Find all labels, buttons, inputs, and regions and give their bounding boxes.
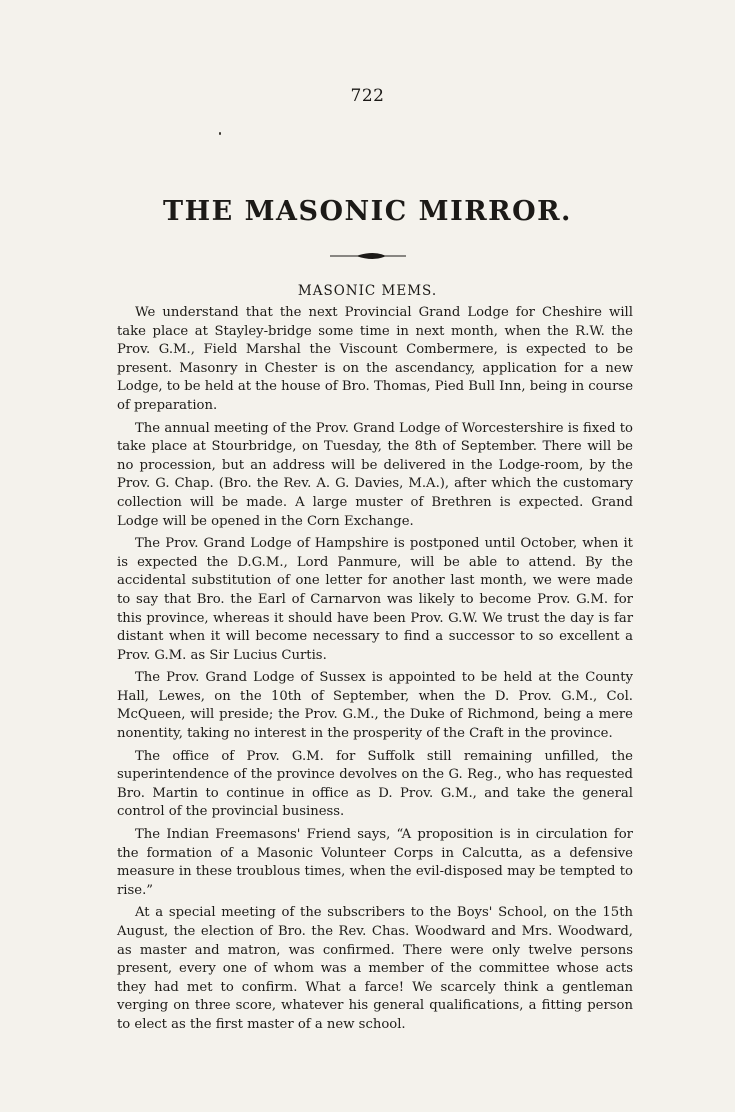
paragraph-suffolk: The office of Prov. G.M. for Suffolk still remaining unfilled, the superintendence of the province devolves on the G. Reg., who has requested Bro. Martin to continue in office as D. Prov. G.M., and take the general control of the provincial business. — [117, 748, 633, 820]
page-title: THE MASONIC MIRROR. — [163, 196, 572, 227]
article-body — [117, 304, 633, 1039]
paragraph-worcestershire: The annual meeting of the Prov. Grand Lodge of Worcestershire is fixed to take place at Stourbridge, on Tuesday, the 8th of September. There will be no procession, but an address will be delivered in the Lodge-room, by the Prov. G. Chap. (Bro. the Rev. A. G. Davies, M.A.), after which the customary collection will be made. A large muster of Brethren is expected. Grand Lodge will be opened in the Corn Exchange. — [117, 420, 633, 529]
pointing-ornament-icon — [0, 248, 735, 262]
page-number: 722 — [350, 86, 385, 106]
paragraph-indian-freemasons: The Indian Freemasons' Friend says, “A proposition is in circulation for the formation of a Masonic Volunteer Corps in Calcutta, as a defensive measure in these troublous times, when the evil-disposed may be tempted to rise.” — [117, 827, 633, 898]
paragraph-cheshire: We understand that the next Provincial Grand Lodge for Cheshire will take place at Stayley-bridge some time in next month, when the R.W. the Prov. G.M., Field Marshal the Viscount Combermere, is expected to be present. Masonry in Chester is on the ascendancy, application for a new Lodge, to be held at the house of Bro. Thomas, Pied Bull Inn, being in course of preparation. — [117, 305, 633, 413]
section-heading: MASONIC MEMS. — [297, 283, 438, 299]
paragraph-hampshire: The Prov. Grand Lodge of Hampshire is postponed until October, when it is expected the D.G.M., Lord Panmure, will be able to attend. By the accidental substitution of one letter for another last month, we were made to say that Bro. the Earl of Carnarvon was likely to become Prov. G.M. for this province, whereas it should have been Prov. G.W. We trust the day is far distant when it will become necessary to find a successor to so excellent a Prov. G.M. as Sir Lucius Curtis. — [117, 536, 633, 663]
paragraph-boys-school: At a special meeting of the subscribers to the Boys' School, on the 15th August, the election of Bro. the Rev. Chas. Woodward and Mrs. Woodward, as master and matron, was confirmed. There were only twelve persons present, every one of whom was a member of the committee whose acts they had met to confirm. What a farce! We scarcely think a gentleman verging on three score, whatever his general qualifications, a fitting person to elect as the first master of a new school. — [117, 905, 633, 1032]
ink-speck — [219, 132, 221, 135]
paragraph-sussex: The Prov. Grand Lodge of Sussex is appointed to be held at the County Hall, Lewes, on the 10th of September, when the D. Prov. G.M., Col. McQueen, will preside; the Prov. G.M., the Duke of Richmond, being a mere nonentity, taking no interest in the prosperity of the Craft in the province. — [117, 670, 633, 742]
